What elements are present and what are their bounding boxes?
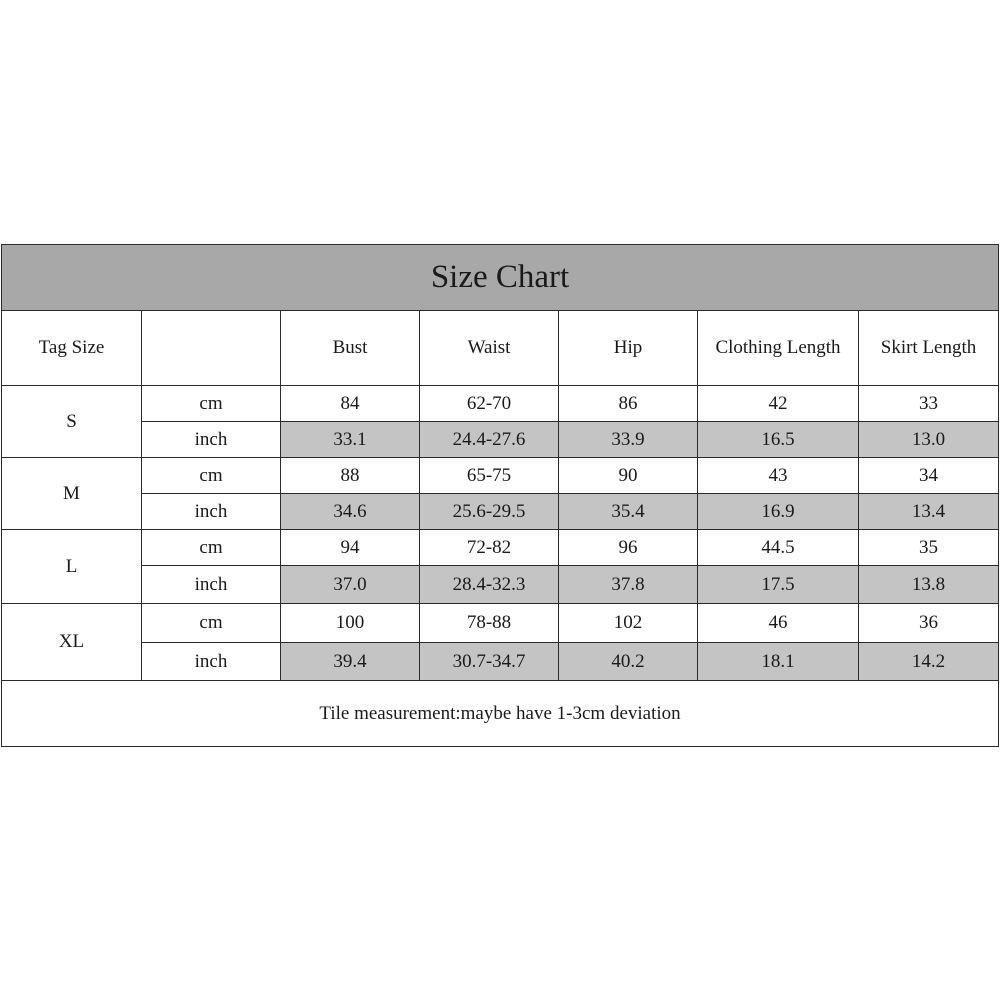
bust-value: 33.1: [281, 422, 420, 458]
skirt-length-value: 13.0: [859, 422, 999, 458]
waist-value: 24.4-27.6: [420, 422, 559, 458]
bust-value: 37.0: [281, 566, 420, 604]
waist-value: 28.4-32.3: [420, 566, 559, 604]
clothing-length-value: 16.9: [698, 494, 859, 530]
skirt-length-value: 36: [859, 604, 999, 643]
unit-label: cm: [142, 604, 281, 643]
skirt-length-value: 13.4: [859, 494, 999, 530]
skirt-length-value: 13.8: [859, 566, 999, 604]
bust-value: 34.6: [281, 494, 420, 530]
header-bust: Bust: [281, 311, 420, 386]
table-row: [2, 422, 999, 458]
waist-value: 72-82: [420, 530, 559, 566]
clothing-length-value: 46: [698, 604, 859, 643]
hip-value: 35.4: [559, 494, 698, 530]
hip-value: 40.2: [559, 643, 698, 681]
hip-value: 102: [559, 604, 698, 643]
size-chart-table: [1, 244, 999, 747]
skirt-length-value: 14.2: [859, 643, 999, 681]
bust-value: 39.4: [281, 643, 420, 681]
header-waist: Waist: [420, 311, 559, 386]
size-label: M: [2, 458, 142, 530]
unit-label: inch: [142, 494, 281, 530]
measurement-note: Tile measurement:maybe have 1-3cm deviation: [2, 681, 999, 747]
hip-value: 86: [559, 386, 698, 422]
clothing-length-value: 18.1: [698, 643, 859, 681]
waist-value: 62-70: [420, 386, 559, 422]
clothing-length-value: 16.5: [698, 422, 859, 458]
table-row: [2, 458, 999, 494]
header-tag-size: Tag Size: [2, 311, 142, 386]
hip-value: 90: [559, 458, 698, 494]
unit-label: cm: [142, 386, 281, 422]
waist-value: 78-88: [420, 604, 559, 643]
hip-value: 33.9: [559, 422, 698, 458]
bust-value: 94: [281, 530, 420, 566]
header-skirt-length: Skirt Length: [859, 311, 999, 386]
header-unit: [142, 311, 281, 386]
unit-label: inch: [142, 566, 281, 604]
size-label: L: [2, 530, 142, 604]
chart-title: Size Chart: [2, 245, 999, 311]
skirt-length-value: 33: [859, 386, 999, 422]
table-row: [2, 566, 999, 604]
unit-label: cm: [142, 530, 281, 566]
skirt-length-value: 34: [859, 458, 999, 494]
waist-value: 30.7-34.7: [420, 643, 559, 681]
bust-value: 88: [281, 458, 420, 494]
waist-value: 25.6-29.5: [420, 494, 559, 530]
hip-value: 37.8: [559, 566, 698, 604]
hip-value: 96: [559, 530, 698, 566]
table-row: [2, 386, 999, 422]
waist-value: 65-75: [420, 458, 559, 494]
unit-label: cm: [142, 458, 281, 494]
table-row: [2, 604, 999, 643]
table-row: [2, 494, 999, 530]
skirt-length-value: 35: [859, 530, 999, 566]
header-hip: Hip: [559, 311, 698, 386]
clothing-length-value: 42: [698, 386, 859, 422]
size-label: XL: [2, 604, 142, 681]
header-clothing-length: Clothing Length: [698, 311, 859, 386]
bust-value: 100: [281, 604, 420, 643]
unit-label: inch: [142, 422, 281, 458]
clothing-length-value: 43: [698, 458, 859, 494]
table-row: [2, 643, 999, 681]
clothing-length-value: 44.5: [698, 530, 859, 566]
bust-value: 84: [281, 386, 420, 422]
table-row: [2, 530, 999, 566]
clothing-length-value: 17.5: [698, 566, 859, 604]
unit-label: inch: [142, 643, 281, 681]
size-label: S: [2, 386, 142, 458]
